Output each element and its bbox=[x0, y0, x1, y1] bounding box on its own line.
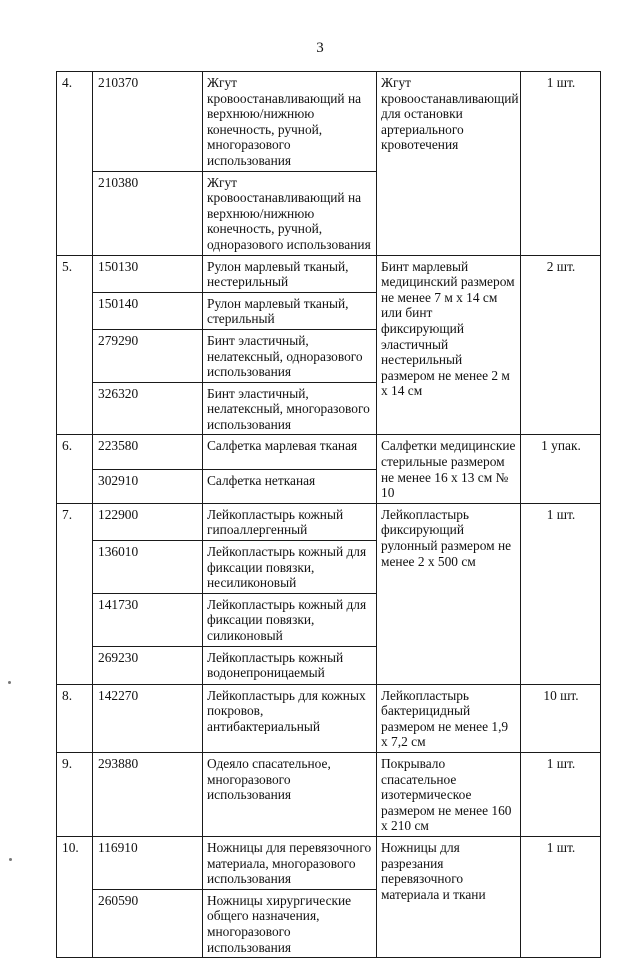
table-row bbox=[57, 503, 601, 540]
item-name: Бинт эластичный, нелатексный, многоразового использования bbox=[203, 382, 377, 435]
item-name: Бинт эластичный, нелатексный, одноразового использования bbox=[203, 329, 377, 382]
item-name: Лейкопластырь кожный для фиксации повязки, силиконовый bbox=[203, 593, 377, 646]
row-number: 8. bbox=[57, 684, 93, 752]
item-code: 116910 bbox=[93, 836, 203, 889]
table-row bbox=[57, 72, 601, 172]
table-row bbox=[57, 255, 601, 292]
item-requirement: Покрывало спасательное изотермическое размером не менее 160 x 210 см bbox=[377, 752, 521, 836]
item-name: Рулон марлевый тканый, стерильный bbox=[203, 292, 377, 329]
item-code: 210370 bbox=[93, 72, 203, 172]
item-name: Салфетка марлевая тканая bbox=[203, 435, 377, 469]
item-name: Рулон марлевый тканый, нестерильный bbox=[203, 255, 377, 292]
row-number: 7. bbox=[57, 503, 93, 684]
item-name: Жгут кровоостанавливающий на верхнюю/нижнюю конечность, ручной, многоразового использования bbox=[203, 72, 377, 172]
row-number: 6. bbox=[57, 435, 93, 503]
item-code: 141730 bbox=[93, 593, 203, 646]
table-row bbox=[57, 435, 601, 469]
table-row bbox=[57, 752, 601, 836]
row-number: 5. bbox=[57, 255, 93, 435]
item-name: Лейкопластырь для кожных покровов, антибактериальный bbox=[203, 684, 377, 752]
item-code: 223580 bbox=[93, 435, 203, 469]
item-requirement: Жгут кровоостанавливающий для остановки артериального кровотечения bbox=[377, 72, 521, 256]
item-code: 136010 bbox=[93, 541, 203, 594]
item-code: 293880 bbox=[93, 752, 203, 836]
item-name: Ножницы хирургические общего назначения, многоразового использования bbox=[203, 889, 377, 957]
item-name: Одеяло спасательное, многоразового использования bbox=[203, 752, 377, 836]
item-quantity: 1 шт. bbox=[521, 503, 601, 684]
item-code: 260590 bbox=[93, 889, 203, 957]
item-code: 210380 bbox=[93, 171, 203, 255]
page-number: 3 bbox=[316, 40, 324, 56]
item-code: 142270 bbox=[93, 684, 203, 752]
item-quantity: 1 шт. bbox=[521, 752, 601, 836]
item-code: 302910 bbox=[93, 469, 203, 503]
row-number: 10. bbox=[57, 836, 93, 957]
item-code: 279290 bbox=[93, 329, 203, 382]
item-requirement: Лейкопластырь фиксирующий рулонный размером не менее 2 x 500 см bbox=[377, 503, 521, 684]
item-quantity: 2 шт. bbox=[521, 255, 601, 435]
item-code: 326320 bbox=[93, 382, 203, 435]
item-code: 269230 bbox=[93, 646, 203, 684]
item-quantity: 10 шт. bbox=[521, 684, 601, 752]
item-name: Ножницы для перевязочного материала, многоразового использования bbox=[203, 836, 377, 889]
item-name: Лейкопластырь кожный гипоаллергенный bbox=[203, 503, 377, 540]
item-quantity: 1 шт. bbox=[521, 836, 601, 957]
row-number: 4. bbox=[57, 72, 93, 256]
row-number: 9. bbox=[57, 752, 93, 836]
item-quantity: 1 упак. bbox=[521, 435, 601, 503]
item-name: Салфетка нетканая bbox=[203, 469, 377, 503]
item-name: Лейкопластырь кожный для фиксации повязки, несиликоновый bbox=[203, 541, 377, 594]
item-requirement: Лейкопластырь бактерицидный размером не менее 1,9 x 7,2 см bbox=[377, 684, 521, 752]
item-requirement: Ножницы для разрезания перевязочного материала и ткани bbox=[377, 836, 521, 957]
medical-kit-table bbox=[56, 71, 601, 958]
item-quantity: 1 шт. bbox=[521, 72, 601, 256]
scan-speck bbox=[9, 858, 12, 861]
table-row bbox=[57, 684, 601, 752]
scan-speck bbox=[8, 681, 11, 684]
item-name: Жгут кровоостанавливающий на верхнюю/нижнюю конечность, ручной, одноразового использования bbox=[203, 171, 377, 255]
item-code: 150140 bbox=[93, 292, 203, 329]
item-requirement: Салфетки медицинские стерильные размером не менее 16 x 13 см № 10 bbox=[377, 435, 521, 503]
table-row bbox=[57, 836, 601, 889]
item-name: Лейкопластырь кожный водонепроницаемый bbox=[203, 646, 377, 684]
item-requirement: Бинт марлевый медицинский размером не менее 7 м x 14 см или бинт фиксирующий эластичный нестерильный размером не менее 2 м x 14 см bbox=[377, 255, 521, 435]
item-code: 122900 bbox=[93, 503, 203, 540]
item-code: 150130 bbox=[93, 255, 203, 292]
